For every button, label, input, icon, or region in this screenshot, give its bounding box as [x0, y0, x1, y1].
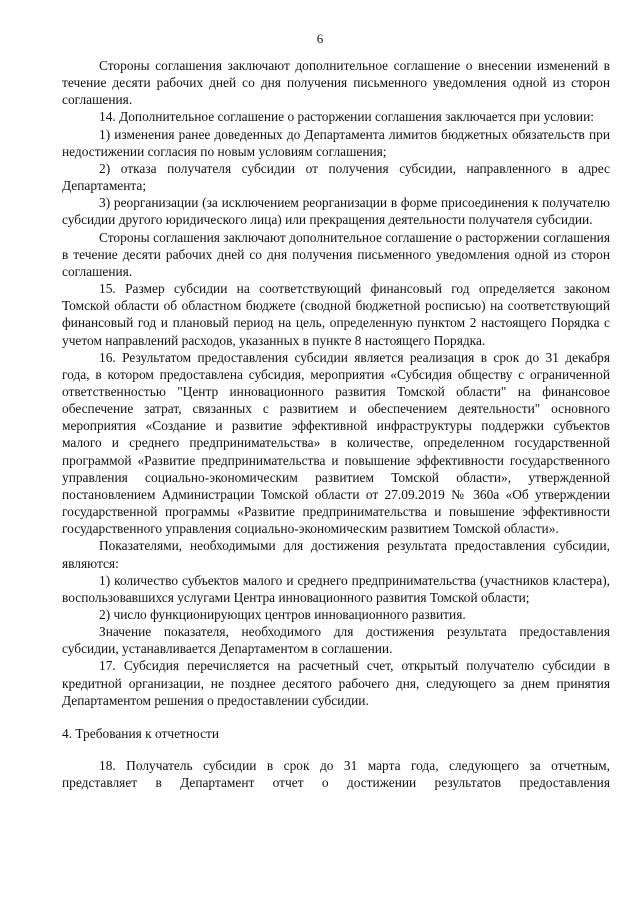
paragraph: 18. Получатель субсидии в срок до 31 марта года, следующего за отчетным, представляет в Департамент отчет о достижении результатов предоставления — [62, 758, 610, 791]
paragraph: 2) число функционирующих центров инновационного развития. — [99, 607, 466, 622]
paragraph: 15. Размер субсидии на соответствующий финансовый год определяется законом Томской области об областном бюджете (сводной бюджетной росписью) на соответствующий финансовый год и плановый период на цель, определенную пунктом 2 настоящего Порядка с учетом направлений расходов, указанных в пункте 8 настоящего Порядка. — [62, 281, 610, 348]
paragraph: 17. Субсидия перечисляется на расчетный счет, открытый получателю субсидии в кредитной организации, не позднее десятого рабочего дня, следующего за днем принятия Департаментом решения о предоставлении субсидии. — [62, 658, 610, 708]
page-number: 6 — [316, 31, 324, 46]
paragraph: 1) количество субъектов малого и среднего предпринимательства (участников кластера), воспользовавшихся услугами Центра инновационного развития Томской области; — [62, 572, 610, 605]
paragraph: Стороны соглашения заключают дополнительное соглашение о расторжении соглашения в течение десяти рабочих дней со дня получения письменного уведомления одной из сторон соглашения. — [62, 229, 610, 279]
paragraph: 3) реорганизации (за исключением реорганизации в форме присоединения к получателю субсидии другого юридического лица) или прекращения деятельности получателя субсидии. — [62, 195, 610, 228]
paragraph: 1) изменения ранее доведенных до Департамента лимитов бюджетных обязательств при недостижении согласия по новым условиям соглашения; — [62, 126, 610, 159]
paragraph: 16. Результатом предоставления субсидии является реализация в срок до 31 декабря года, в котором предоставлена субсидия, мероприятия «Субсидия обществу с ограниченной ответственностью "Центр инновационного развития Томской области" на финансовое обеспечение затрат, связанных с развитием и обеспечением деятельности" основного мероприятия «Создание и развитие эффективной инфраструктуры поддержки субъектов малого и среднего предпринимательства» в количестве, определенном государственной программой «Развитие предпринимательства и повышение эффективности государственного управления социально-экономическим развитием Томской области», утвержденной постановлением Администрации Томской области от 27.09.2019 № 360а «Об утверждении государственной программы «Развитие предпринимательства и повышение эффективности государственного управления социально-экономическим развитием Томской области». — [62, 349, 610, 537]
document-body — [62, 57, 610, 791]
paragraph: 14. Дополнительное соглашение о расторжении соглашения заключается при условии: — [99, 109, 594, 125]
paragraph: 2) отказа получателя субсидии от получения субсидии, направленного в адрес Департамента; — [62, 160, 610, 194]
paragraph: Стороны соглашения заключают дополнительное соглашение о внесении изменений в течение десяти рабочих дней со дня получения письменного уведомления одной из сторон соглашения. — [62, 58, 610, 108]
section-heading: 4. Требования к отчетности — [62, 725, 220, 741]
paragraph: Показателями, необходимыми для достижения результата предоставления субсидии, являются: — [62, 538, 610, 571]
paragraph: Значение показателя, необходимого для достижения результата предоставления субсидии, устанавливается Департаментом в соглашении. — [62, 624, 610, 657]
